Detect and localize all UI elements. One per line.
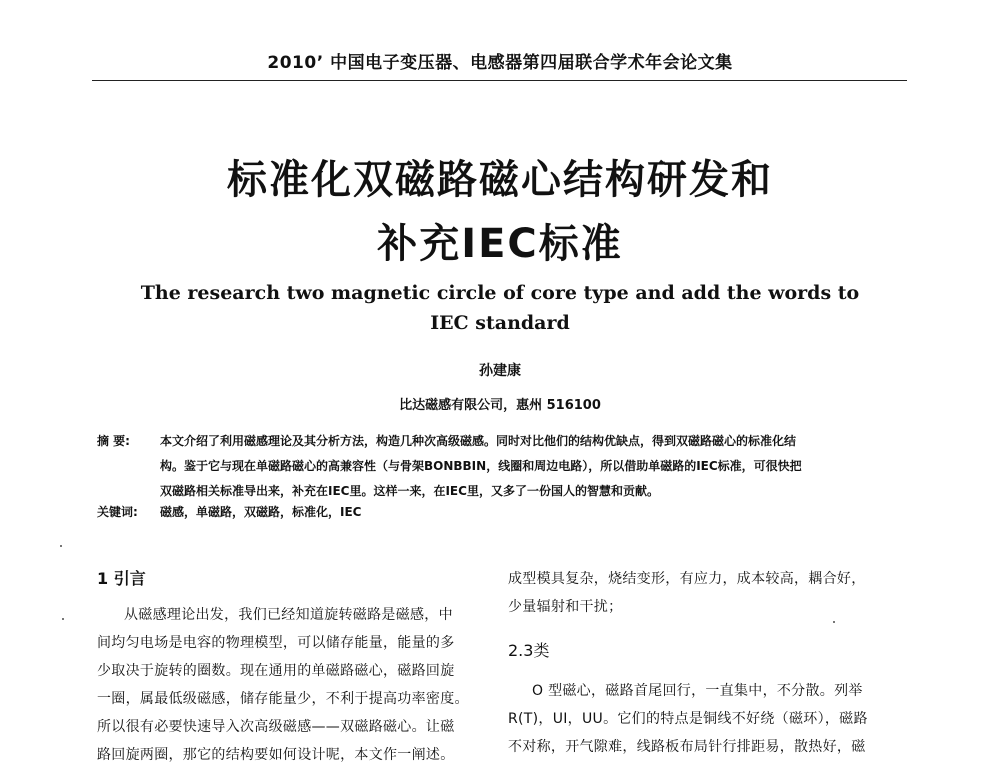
header-rule xyxy=(92,80,907,81)
abstract-label: 摘 要: xyxy=(97,434,130,448)
chinese-title-line-1: 标准化双磁路磁心结构研发和 xyxy=(227,157,773,203)
body-line: 少取决于旋转的圈数。现在通用的单磁路磁心，磁路回旋 xyxy=(97,663,455,679)
body-line: 从磁感理论出发，我们已经知道旋转磁路是磁感，中 xyxy=(124,607,453,623)
body-line: 路回旋两圈，那它的结构要如何设计呢，本文作一阐述。 xyxy=(97,747,455,763)
scan-speck xyxy=(62,618,64,620)
body-line: R(T)，UI，UU。它们的特点是铜线不好绕（磁环），磁路 xyxy=(508,711,868,727)
body-line: 所以很有必要快速导入次高级磁感——双磁路磁心。让磁 xyxy=(97,719,455,735)
body-line: O 型磁心，磁路首尾回行，一直集中，不分散。列举 xyxy=(532,683,863,699)
chinese-title-line-2: 补充IEC标准 xyxy=(377,221,623,267)
body-line: 一圈，属最低级磁感，储存能量少，不利于提高功率密度。 xyxy=(97,691,469,707)
abstract-line: 本文介绍了利用磁感理论及其分析方法，构造几种次高级磁感。同时对比他们的结构优缺点，得到双磁路磁心的标准化结 xyxy=(160,434,797,448)
abstract-line: 双磁路相关标准导出来，补充在IEC里。这样一来，在IEC里，又多了一份国人的智慧和贡献。 xyxy=(160,484,659,498)
scan-speck xyxy=(60,545,62,547)
body-line: 间均匀电场是电容的物理模型，可以储存能量，能量的多 xyxy=(97,635,455,651)
abstract-line: 构。鉴于它与现在单磁路磁心的高兼容性（与骨架BONBBIN，线圈和周边电路），所以借助单磁路的IEC标准，可很快把 xyxy=(160,459,802,473)
body-line: 不对称，开气隙难，线路板布局针行排距易，散热好，磁 xyxy=(508,739,866,755)
keywords-label: 关键词: xyxy=(97,505,138,519)
running-header: 2010’ 中国电子变压器、电感器第四届联合学术年会论文集 xyxy=(267,53,733,73)
author: 孙建康 xyxy=(479,363,521,379)
section-heading-2-3: 2.3类 xyxy=(508,641,550,660)
body-line: 成型模具复杂，烧结变形，有应力，成本较高，耦合好， xyxy=(508,571,866,587)
section-heading-intro: 1 引言 xyxy=(97,569,146,588)
affiliation: 比达磁感有限公司，惠州 516100 xyxy=(399,398,601,413)
english-title-line-1: The research two magnetic circle of core type and add the words to xyxy=(140,282,860,304)
keywords-text: 磁感，单磁路，双磁路，标准化，IEC xyxy=(160,505,362,519)
body-line: 少量辐射和干扰； xyxy=(508,599,623,615)
scan-speck xyxy=(833,621,835,623)
english-title-line-2: IEC standard xyxy=(430,312,570,334)
